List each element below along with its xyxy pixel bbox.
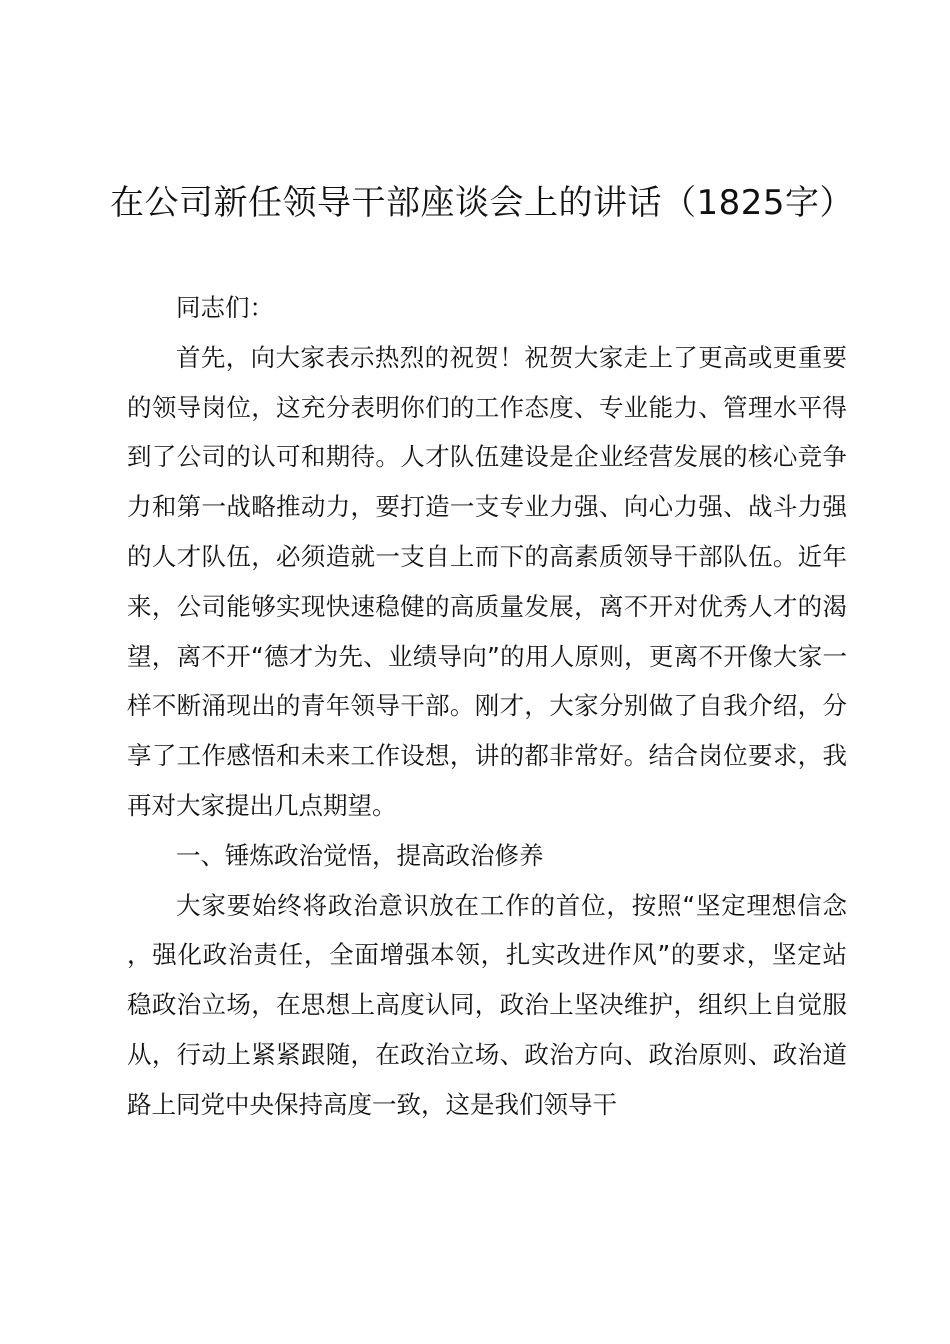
paragraph-section-1: 大家要始终将政治意识放在工作的首位，按照“坚定理想信念，强化政治责任，全面增强本领，扎实改进作风”的要求，坚定站稳政治立场，在思想上高度认同，政治上坚决维护，组织上自觉服从，行动上紧紧跟随，在政治立场、政治方向、政治原则、政治道路上同党中央保持高度一致，这是我们领导干 — [127, 890, 847, 1119]
section-heading-1: 一、锤炼政治觉悟，提高政治修养 — [176, 840, 544, 870]
document-title: 在公司新任领导干部座谈会上的讲话（1825字） — [110, 183, 855, 223]
document-body — [127, 283, 847, 1130]
paragraph-opening: 首先，向大家表示热烈的祝贺！祝贺大家走上了更高或更重要的领导岗位，这充分表明你们的工作态度、专业能力、管理水平得到了公司的认可和期待。人才队伍建设是企业经营发展的核心竞争力和第一战略推动力，要打造一支专业力强、向心力强、战斗力强的人才队伍，必须造就一支自上而下的高素质领导干部队伍。近年来，公司能够实现快速稳健的高质量发展，离不开对优秀人才的渴望，离不开“德才为先、业绩导向”的用人原则，更离不开像大家一样不断涌现出的青年领导干部。刚才，大家分别做了自我介绍，分享了工作感悟和未来工作设想，讲的都非常好。结合岗位要求，我再对大家提出几点期望。 — [127, 342, 847, 820]
salutation: 同志们： — [176, 293, 274, 322]
